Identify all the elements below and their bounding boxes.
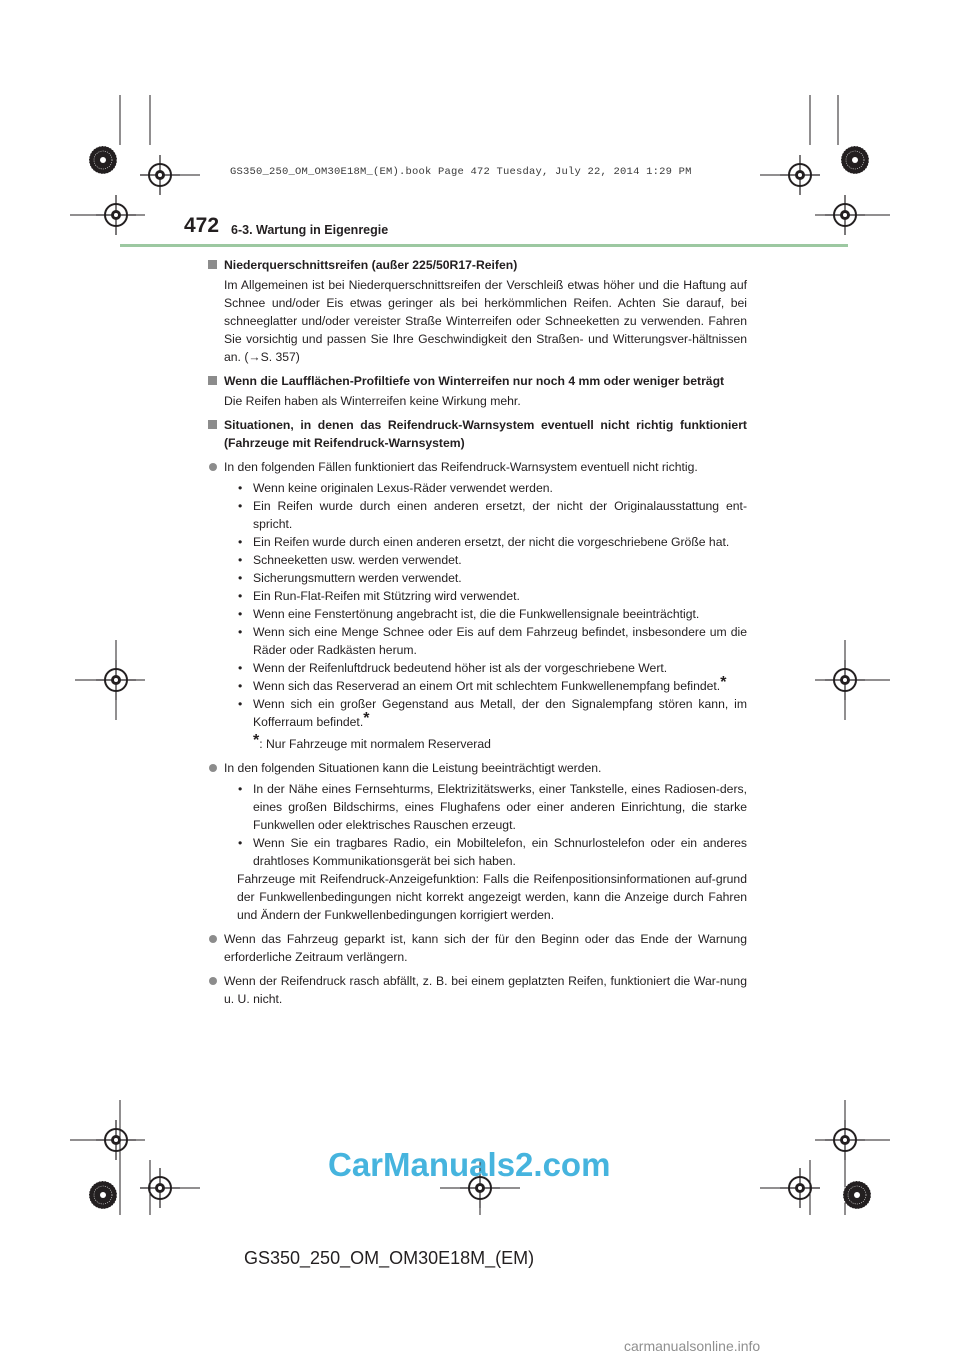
section-heading [207,256,747,274]
round-bullet-item [207,972,747,1008]
heading-text: Situationen, in denen das Reifendruck-Warnsystem eventuell nicht richtig funktioniert (Fahrzeuge mit Reifendruck-Warnsystem) [224,418,747,450]
footer-code: GS350_250_OM_OM30E18M_(EM) [244,1248,535,1268]
list-item: • Ein Reifen wurde durch einen anderen ersetzt, der nicht die vorgeschriebene Größe hat. [238,535,730,549]
footnote [207,732,747,753]
section-heading [207,416,747,452]
list-item: • Wenn keine originalen Lexus-Räder verwendet werden. [238,481,553,495]
header-rule [120,244,848,247]
square-bullet-icon [208,376,217,385]
square-bullet-icon [208,420,217,429]
asterisk-marker: * [363,710,370,727]
list-item: • Wenn Sie ein tragbares Radio, ein Mobiltelefon, ein Schnurlostelefon oder ein anderes drahtloses Kommunikationsgerät bei sich haben. [238,836,747,868]
section-title: 6-3. Wartung in Eigenregie [231,223,389,237]
list-item: • Ein Run-Flat-Reifen mit Stützring wird verwendet. [238,589,520,603]
bullet-text: Wenn das Fahrzeug geparkt ist, kann sich der für den Beginn oder das Ende der Warnung erforderliche Zeitraum verlängern. [224,932,747,964]
asterisk-marker: * [253,732,260,749]
round-bullet-item [207,930,747,966]
list-item: • Wenn der Reifenluftdruck bedeutend höher ist als der vorgeschriebene Wert. [238,661,668,675]
watermark-url: carmanualsonline.info [624,1338,761,1354]
list-item: • Wenn eine Fenstertönung angebracht ist, die die Funkwellensignale beeinträchtigt. [238,607,700,621]
footnote-text: : Nur Fahrzeuge mit normalem Reserverad [259,737,491,751]
round-bullet-item [207,759,747,777]
list-item: • Ein Reifen wurde durch einen anderen ersetzt, der nicht der Originalausstattung ent-spricht. [238,499,747,531]
bullet-text: In den folgenden Fällen funktioniert das Reifendruck-Warnsystem eventuell nicht richtig. [224,460,698,474]
asterisk-marker: * [720,674,727,691]
sub-list [207,780,747,870]
book-header: GS350_250_OM_OM30E18M_(EM).book Page 472 Tuesday, July 22, 2014 1:29 PM [230,166,692,178]
list-item: • Sicherungsmuttern werden verwendet. [238,571,462,585]
paragraph: Fahrzeuge mit Reifendruck-Anzeigefunktion: Falls die Reifenpositionsinformationen auf-grund der Funkwellenbedingungen nicht korrekt angezeigt werden, kann die Anzeige durch Fahren und Ändern der Funkwellenbedingungen korrigiert werden. [237,872,747,922]
round-bullet-item [207,458,747,476]
bullet-text: In den folgenden Situationen kann die Leistung beeinträchtigt werden. [224,761,602,775]
section-body: Im Allgemeinen ist bei Niederquerschnittsreifen der Verschleiß etwas höher und die Haftung auf Schnee und/oder Eis etwas geringer als bei herkömmlichen Reifen. Achten Sie darauf, bei schneeglatter und/oder vereister Straße Winterreifen oder Schneeketten zu verwenden. Fahren Sie vorsichtig und passen Sie Ihre Geschwindigkeit den Straßen- und Witterungsver-hältnissen an. (→S. 357) [224,278,747,364]
page-content [207,252,747,1008]
list-item: • In der Nähe eines Fernsehturms, Elektrizitätswerks, einer Tankstelle, eines Radiosen-ders, eines großen Bildschirms, eines Flughafens oder einer anderen Einrichtung, die starke Funkwellen oder elektrisches Rauschen erzeugt. [238,782,747,832]
list-item: • Wenn sich eine Menge Schnee oder Eis auf dem Fahrzeug befindet, insbesondere um die Räder oder Radkästen herum. [238,625,747,657]
section-body: Die Reifen haben als Winterreifen keine Wirkung mehr. [224,394,521,408]
list-item: • Wenn sich ein großer Gegenstand aus Metall, der den Signalempfang stören kann, im Kofferraum befindet.* [238,697,747,729]
page-number: 472 [184,214,220,237]
heading-text: Wenn die Laufflächen-Profiltiefe von Winterreifen nur noch 4 mm oder weniger beträgt [224,374,725,388]
list-item: • Wenn sich das Reserverad an einem Ort mit schlechtem Funkwellenempfang befindet.* [238,674,727,693]
list-item: • Schneeketten usw. werden verwendet. [238,553,462,567]
section-heading [207,372,747,390]
bullet-text: Wenn der Reifendruck rasch abfällt, z. B. bei einem geplatzten Reifen, funktioniert die War-nung u. U. nicht. [224,974,747,1006]
round-bullet-icon [209,977,217,985]
sub-list [207,479,747,731]
round-bullet-icon [209,935,217,943]
round-bullet-icon [209,463,217,471]
round-bullet-icon [209,764,217,772]
heading-text: Niederquerschnittsreifen (außer 225/50R17-Reifen) [224,258,518,272]
watermark-logo: CarManuals2.com [328,1146,611,1183]
square-bullet-icon [208,260,217,269]
